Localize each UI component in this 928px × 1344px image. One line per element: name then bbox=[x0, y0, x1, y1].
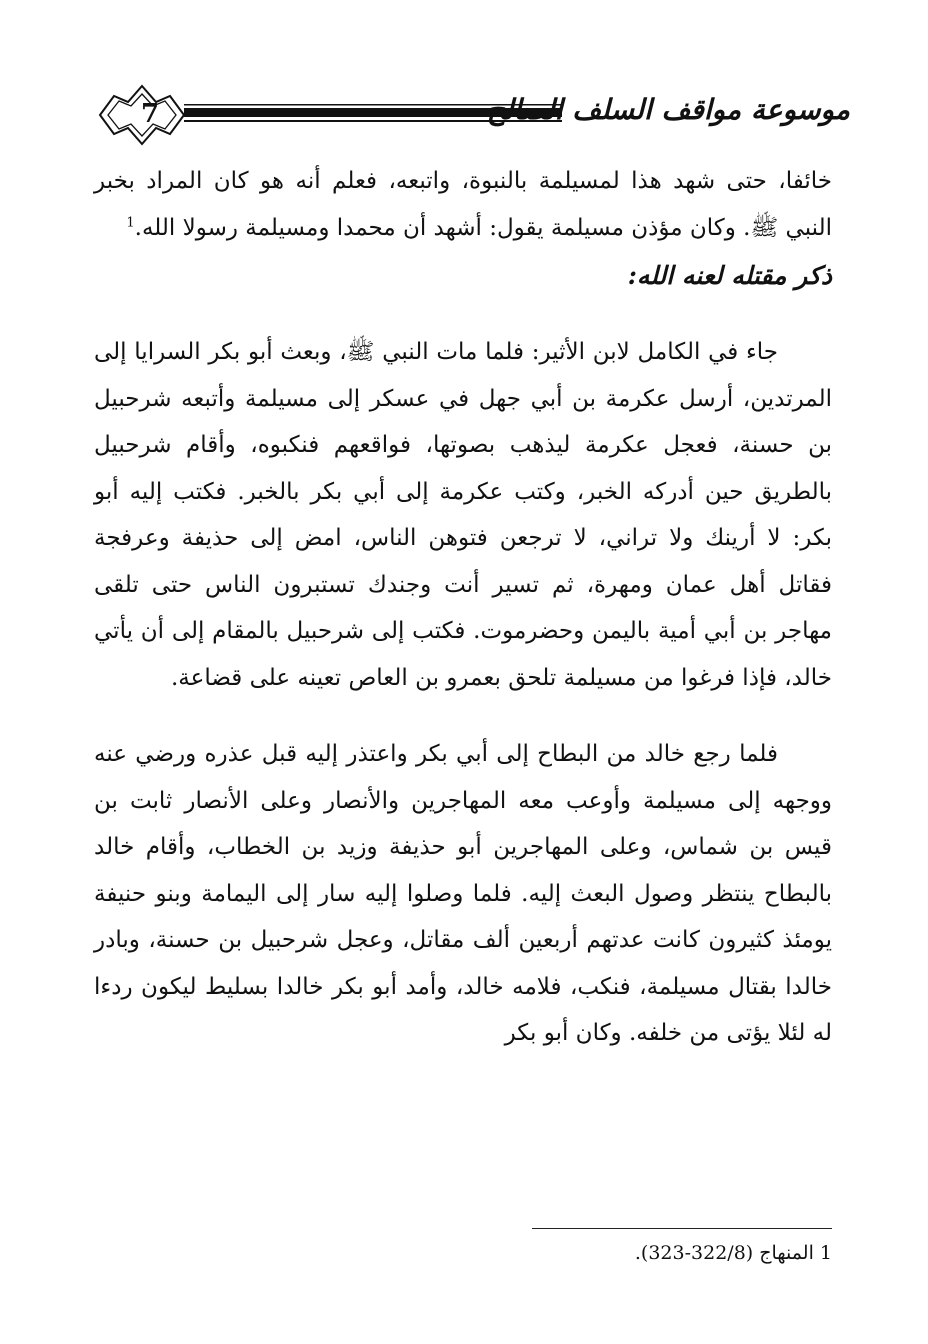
page-header bbox=[92, 82, 852, 148]
section-heading: ذكر مقتله لعنه الله: bbox=[627, 261, 832, 290]
page-number: 7 bbox=[140, 99, 160, 129]
footnote-divider bbox=[532, 1228, 832, 1229]
paragraph bbox=[94, 158, 832, 251]
paragraph: فلما رجع خالد من البطاح إلى أبي بكر واعتذر إليه قبل عذره ورضي عنه ووجهه إلى مسيلمة وأوعب معه المهاجرين والأنصار وعلى الأنصار ثابت بن قيس بن شماس، وعلى المهاجرين أبو حذيفة وزيد بن الخطاب، وأقام خالد بالبطاح ينتظر وصول البعث إليه. فلما وصلوا إليه سار إلى اليمامة وبنو حنيفة يومئذ كثيرون كانت عدتهم أربعين ألف مقاتل، وعجل شرحبيل بن حسنة، وبادر خالدا بقتال مسيلمة، فنكب، فلامه خالد، وأمد أبو بكر خالدا بسليط ليكون ردءا له لئلا يؤتى من خلفه. وكان أبو بكر bbox=[94, 741, 832, 1046]
footnote-reference: 1 bbox=[126, 214, 135, 230]
paragraph-text: خائفا، حتى شهد هذا لمسيلمة بالنبوة، واتبعه، فعلم أنه هو كان المراد بخبر النبي ﷺ. وكان مؤذن مسيلمة يقول: أشهد أن محمدا ومسيلمة رسولا الله. bbox=[94, 168, 832, 241]
page-body bbox=[94, 158, 832, 1057]
footnote-text: المنهاج (322/8-323). bbox=[634, 1242, 814, 1264]
paragraph: جاء في الكامل لابن الأثير: فلما مات النبي ﷺ، وبعث أبو بكر السرايا إلى المرتدين، أرسل عكرمة بن أبي جهل في عسكر إلى مسيلمة وأتبعه شرحبيل بن حسنة، فعجل عكرمة ليذهب بصوتها، فواقعهم فنكبوه، وأقام شرحبيل بالطريق حين أدركه الخبر، وكتب عكرمة إلى أبي بكر بالخبر. فكتب إليه أبو بكر: لا أرينك ولا تراني، لا ترجعن فتوهن الناس، امض إلى حذيفة وعرفجة فقاتل أهل عمان ومهرة، ثم تسير أنت وجندك تستبرون الناس حتى تلقى مهاجر بن أبي أمية باليمن وحضرموت. فكتب إلى شرحبيل بالمقام إلى أن يأتي خالد، فإذا فرغوا من مسيلمة تلحق بعمرو بن العاص تعينه على قضاعة. bbox=[94, 339, 832, 691]
running-title: موسوعة مواقف السلف الصالح bbox=[486, 93, 850, 126]
footnote-number: 1 bbox=[819, 1242, 832, 1264]
footnote bbox=[500, 1238, 832, 1268]
